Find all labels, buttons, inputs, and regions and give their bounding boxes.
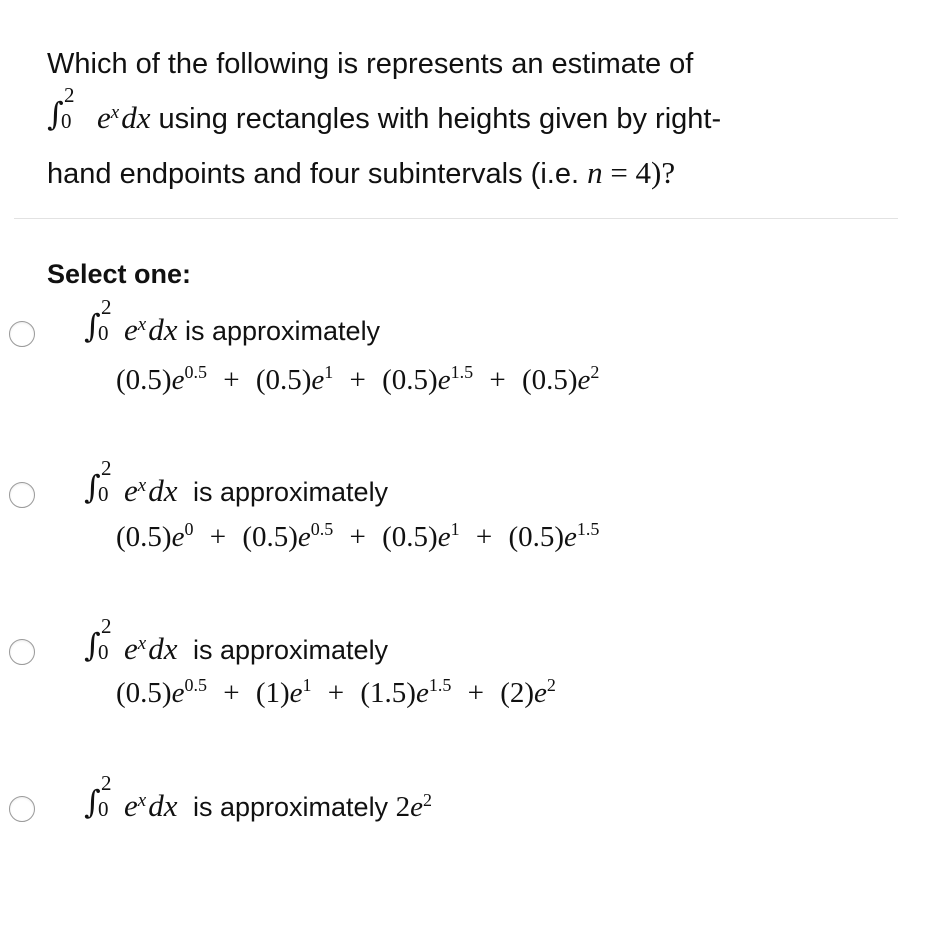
option-2-line-1 [84,456,389,509]
equals-four: = 4)? [602,155,676,190]
integrand: $e^xdx$ [124,631,178,666]
radio-button-option-1[interactable] [9,321,35,347]
option-3-line-1 [84,614,389,667]
option-4-line-1 [84,771,432,824]
question-line-2 [47,83,907,146]
radio-button-option-3[interactable] [9,639,35,665]
question-line-2-suffix: using rectangles with heights given by right- [158,103,722,135]
option-1-line-1 [84,295,381,348]
integrand: $e^xdx$ [124,312,178,347]
integral-sign: ∫ 2 0 [84,614,112,664]
option-text: is approximately [192,477,389,507]
option-1-expression: $(0.5)e^{0.5} + (0.5)e^1 + (0.5)e^{1.5} + (0.5)e^2$ [116,362,600,396]
integrand: $e^xdx$ [97,100,151,135]
integral-sign: ∫ 2 0 [84,771,112,821]
integral-sign: ∫ 2 0 [47,83,75,133]
option-text: is approximately [192,792,389,822]
integral-sign: ∫ 2 0 [84,295,112,345]
option-text: is approximately [192,635,389,665]
integrand: $e^xdx$ [124,788,178,823]
option-2-expression: $(0.5)e^0 + (0.5)e^{0.5} + (0.5)e^1 + (0.5)e^{1.5}$ [116,519,600,553]
question-text [47,38,907,201]
option-4-answer: $2e^2$ [395,790,432,823]
question-line-1: Which of the following is represents an estimate of [47,48,694,80]
option-text: is approximately [184,316,381,346]
radio-button-option-4[interactable] [9,796,35,822]
integral-sign: ∫ 2 0 [84,456,112,506]
option-3-expression: $(0.5)e^{0.5} + (1)e^1 + (1.5)e^{1.5} + (2)e^2$ [116,675,556,709]
divider [14,218,898,219]
variable-n: n [587,155,603,190]
question-line-3: hand endpoints and four subintervals (i.e. n = 4)? [47,155,676,190]
radio-button-option-2[interactable] [9,482,35,508]
select-one-label: Select one: [47,259,192,289]
integrand: $e^xdx$ [124,473,178,508]
